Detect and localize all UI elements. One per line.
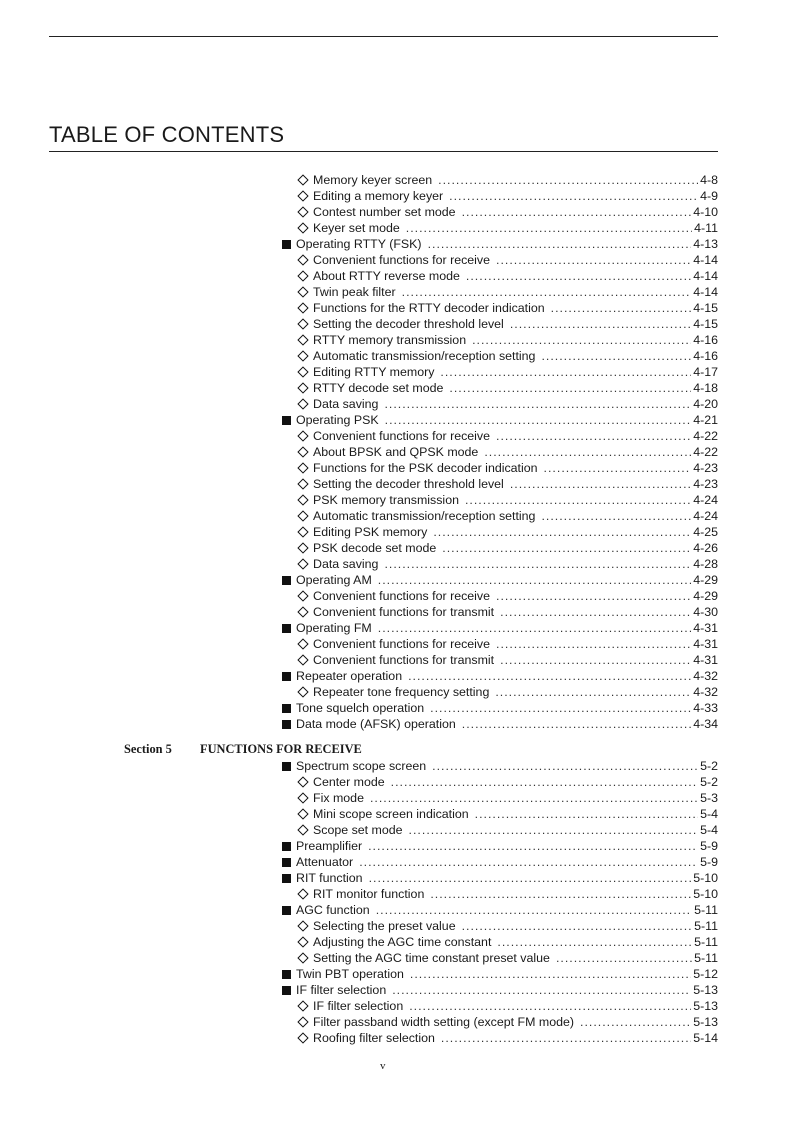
toc-entry[interactable] — [282, 188, 718, 204]
dot-leader — [378, 620, 691, 636]
diamond-bullet-icon — [297, 446, 308, 457]
toc-entry-label: Convenient functions for receive — [313, 253, 491, 267]
toc-entry-page: 4-13 — [693, 237, 718, 251]
dot-leader — [551, 300, 692, 316]
toc-entry-page: 4-29 — [693, 573, 718, 587]
toc-entry-page: 4-14 — [693, 253, 718, 267]
diamond-bullet-icon — [297, 526, 308, 537]
toc-entry[interactable] — [282, 332, 718, 348]
dot-leader — [466, 268, 691, 284]
toc-entry-label: Filter passband width setting (except FM mode) — [313, 1015, 575, 1029]
dot-leader — [496, 428, 691, 444]
toc-entry[interactable] — [282, 684, 718, 700]
toc-entry[interactable] — [282, 492, 718, 508]
toc-entry-label: Twin peak filter — [313, 285, 396, 299]
toc-entry[interactable] — [282, 934, 718, 950]
toc-entry-label: Automatic transmission/reception setting — [313, 509, 536, 523]
toc-entry-page: 4-25 — [693, 525, 718, 539]
toc-entry-page: 4-15 — [693, 317, 718, 331]
toc-entry-page: 4-14 — [693, 269, 718, 283]
toc-entry[interactable] — [282, 918, 718, 934]
toc-entry-label: Twin PBT operation — [296, 967, 404, 981]
diamond-bullet-icon — [297, 638, 308, 649]
diamond-bullet-icon — [297, 686, 308, 697]
toc-entry-label: PSK memory transmission — [313, 493, 459, 507]
toc-entry[interactable] — [282, 412, 718, 428]
dot-leader — [462, 716, 691, 732]
toc-entry[interactable] — [282, 364, 718, 380]
toc-list-section4 — [282, 172, 718, 732]
toc-entry[interactable] — [282, 998, 718, 1014]
dot-leader — [462, 918, 693, 934]
diamond-bullet-icon — [297, 792, 308, 803]
dot-leader — [541, 508, 691, 524]
dot-leader — [410, 966, 691, 982]
diamond-bullet-icon — [297, 206, 308, 217]
toc-entry[interactable] — [282, 636, 718, 652]
toc-entry-page: 5-13 — [693, 1015, 718, 1029]
dot-leader — [409, 998, 691, 1014]
dot-leader — [433, 524, 691, 540]
square-bullet-icon — [282, 970, 291, 979]
toc-entry[interactable] — [282, 838, 718, 854]
diamond-bullet-icon — [297, 936, 308, 947]
toc-entry-page: 4-16 — [693, 333, 718, 347]
toc-entry-page: 4-31 — [693, 621, 718, 635]
toc-entry[interactable] — [282, 758, 718, 774]
toc-entry[interactable] — [282, 556, 718, 572]
toc-entry-label: Setting the decoder threshold level — [313, 317, 504, 331]
dot-leader — [484, 444, 691, 460]
dot-leader — [392, 982, 691, 998]
toc-entry-page: 5-4 — [700, 823, 718, 837]
toc-entry[interactable] — [282, 476, 718, 492]
toc-entry-label: Editing a memory keyer — [313, 189, 444, 203]
toc-entry-label: Functions for the PSK decoder indication — [313, 461, 538, 475]
toc-entry-page: 4-32 — [693, 669, 718, 683]
diamond-bullet-icon — [297, 1000, 308, 1011]
diamond-bullet-icon — [297, 606, 308, 617]
dot-leader — [500, 604, 691, 620]
toc-entry[interactable] — [282, 252, 718, 268]
diamond-bullet-icon — [297, 888, 308, 899]
toc-entry[interactable] — [282, 236, 718, 252]
toc-entry-label: Mini scope screen indication — [313, 807, 469, 821]
toc-entry-page: 4-21 — [693, 413, 718, 427]
toc-entry-label: Setting the decoder threshold level — [313, 477, 504, 491]
toc-entry[interactable] — [282, 966, 718, 982]
dot-leader — [409, 822, 699, 838]
dot-leader — [541, 348, 691, 364]
dot-leader — [378, 572, 691, 588]
toc-entry[interactable] — [282, 268, 718, 284]
dot-leader — [449, 380, 691, 396]
toc-entry[interactable] — [282, 806, 718, 822]
dot-leader — [438, 172, 698, 188]
diamond-bullet-icon — [297, 776, 308, 787]
toc-entry-page: 4-9 — [700, 189, 718, 203]
toc-entry-page: 4-11 — [694, 221, 718, 235]
toc-entry-page: 4-34 — [693, 717, 718, 731]
toc-entry-label: Data mode (AFSK) operation — [296, 717, 456, 731]
dot-leader — [391, 774, 698, 790]
toc-entry-label: Convenient functions for transmit — [313, 653, 495, 667]
dot-leader — [440, 364, 691, 380]
toc-entry-page: 4-24 — [693, 509, 718, 523]
dot-leader — [496, 588, 691, 604]
toc-entry[interactable] — [282, 540, 718, 556]
toc-entry-label: Preamplifier — [296, 839, 363, 853]
toc-entry-page: 4-32 — [693, 685, 718, 699]
toc-entry[interactable] — [282, 716, 718, 732]
toc-entry-page: 4-20 — [693, 397, 718, 411]
toc-entry[interactable] — [282, 668, 718, 684]
toc-entry-label: RTTY memory transmission — [313, 333, 467, 347]
section-title: FUNCTIONS FOR RECEIVE — [200, 742, 362, 756]
toc-entry-label: Editing PSK memory — [313, 525, 428, 539]
dot-leader — [510, 316, 691, 332]
toc-entry-page: 4-31 — [693, 637, 718, 651]
toc-entry[interactable] — [282, 284, 718, 300]
toc-entry-label: Fix mode — [313, 791, 364, 805]
diamond-bullet-icon — [297, 334, 308, 345]
toc-entry[interactable] — [282, 822, 718, 838]
dot-leader — [370, 790, 698, 806]
diamond-bullet-icon — [297, 382, 308, 393]
toc-entry-label: Tone squelch operation — [296, 701, 425, 715]
toc-entry-page: 5-9 — [700, 839, 718, 853]
dot-leader — [462, 204, 692, 220]
toc-entry[interactable] — [282, 300, 718, 316]
dot-leader — [500, 652, 691, 668]
toc-entry-page: 4-16 — [693, 349, 718, 363]
toc-entry-label: RTTY decode set mode — [313, 381, 444, 395]
toc-entry-label: AGC function — [296, 903, 370, 917]
toc-entry-page: 4-15 — [693, 301, 718, 315]
dot-leader — [384, 556, 691, 572]
square-bullet-icon — [282, 842, 291, 851]
dot-leader — [580, 1014, 691, 1030]
toc-entry-label: Data saving — [313, 557, 379, 571]
diamond-bullet-icon — [297, 350, 308, 361]
toc-entry[interactable] — [282, 524, 718, 540]
diamond-bullet-icon — [297, 1016, 308, 1027]
dot-leader — [359, 854, 698, 870]
toc-entry-label: Editing RTTY memory — [313, 365, 435, 379]
toc-entry-label: Convenient functions for transmit — [313, 605, 495, 619]
dot-leader — [430, 700, 691, 716]
toc-entry-label: Keyer set mode — [313, 221, 400, 235]
toc-entry-label: Repeater operation — [296, 669, 403, 683]
toc-entry[interactable] — [282, 902, 718, 918]
square-bullet-icon — [282, 858, 291, 867]
dot-leader — [472, 332, 691, 348]
toc-entry[interactable] — [282, 1030, 718, 1046]
toc-entry-label: About RTTY reverse mode — [313, 269, 460, 283]
toc-entry-page: 5-2 — [700, 775, 718, 789]
toc-entry-page: 5-11 — [694, 919, 718, 933]
section-number: Section 5 — [124, 742, 172, 756]
toc-entry[interactable] — [282, 620, 718, 636]
diamond-bullet-icon — [297, 462, 308, 473]
title-underline — [49, 151, 718, 152]
toc-entry[interactable] — [282, 428, 718, 444]
toc-entry-label: Spectrum scope screen — [296, 759, 427, 773]
square-bullet-icon — [282, 672, 291, 681]
dot-leader — [496, 636, 691, 652]
toc-entry-label: Roofing filter selection — [313, 1031, 435, 1045]
dot-leader — [497, 934, 692, 950]
diamond-bullet-icon — [297, 558, 308, 569]
toc-entry[interactable] — [282, 508, 718, 524]
diamond-bullet-icon — [297, 430, 308, 441]
toc-entry-label: Convenient functions for receive — [313, 429, 491, 443]
toc-entry-label: Memory keyer screen — [313, 173, 433, 187]
dot-leader — [428, 236, 692, 252]
toc-entry-label: Convenient functions for receive — [313, 589, 491, 603]
toc-entry[interactable] — [282, 588, 718, 604]
toc-entry[interactable] — [282, 982, 718, 998]
toc-entry-label: Scope set mode — [313, 823, 403, 837]
toc-entry-label: Operating FM — [296, 621, 372, 635]
toc-entry-label: Data saving — [313, 397, 379, 411]
toc-entry-page: 4-18 — [693, 381, 718, 395]
diamond-bullet-icon — [297, 302, 308, 313]
diamond-bullet-icon — [297, 478, 308, 489]
page-number: v — [380, 1060, 386, 1072]
toc-entry-label: IF filter selection — [313, 999, 404, 1013]
toc-entry[interactable] — [282, 396, 718, 412]
dot-leader — [406, 220, 692, 236]
toc-entry-page: 5-11 — [694, 903, 718, 917]
diamond-bullet-icon — [297, 190, 308, 201]
toc-entry-page: 5-10 — [693, 871, 718, 885]
square-bullet-icon — [282, 906, 291, 915]
toc-entry[interactable] — [282, 204, 718, 220]
toc-entry-label: RIT monitor function — [313, 887, 425, 901]
toc-entry-page: 5-12 — [693, 967, 718, 981]
toc-entry-page: 5-11 — [694, 951, 718, 965]
diamond-bullet-icon — [297, 174, 308, 185]
diamond-bullet-icon — [297, 952, 308, 963]
toc-entry-page: 5-13 — [693, 999, 718, 1013]
toc-entry-label: Attenuator — [296, 855, 354, 869]
toc-entry[interactable] — [282, 854, 718, 870]
toc-entry-page: 4-10 — [693, 205, 718, 219]
toc-entry[interactable] — [282, 870, 718, 886]
toc-entry-label: Operating PSK — [296, 413, 379, 427]
dot-leader — [384, 396, 691, 412]
square-bullet-icon — [282, 416, 291, 425]
toc-entry[interactable] — [282, 348, 718, 364]
dot-leader — [432, 758, 698, 774]
toc-entry-label: Setting the AGC time constant preset value — [313, 951, 550, 965]
toc-entry-page: 4-24 — [693, 493, 718, 507]
toc-entry-label: RIT function — [296, 871, 363, 885]
toc-entry-label: About BPSK and QPSK mode — [313, 445, 479, 459]
dot-leader — [475, 806, 698, 822]
toc-entry[interactable] — [282, 774, 718, 790]
diamond-bullet-icon — [297, 270, 308, 281]
dot-leader — [385, 412, 692, 428]
toc-entry-page: 5-3 — [700, 791, 718, 805]
toc-entry-label: Operating RTTY (FSK) — [296, 237, 422, 251]
toc-entry-page: 4-23 — [693, 477, 718, 491]
toc-entry-page: 4-31 — [693, 653, 718, 667]
top-rule — [49, 36, 718, 37]
toc-entry-page: 5-13 — [693, 983, 718, 997]
diamond-bullet-icon — [297, 222, 308, 233]
square-bullet-icon — [282, 624, 291, 633]
page-title: TABLE OF CONTENTS — [49, 122, 285, 147]
dot-leader — [376, 902, 692, 918]
square-bullet-icon — [282, 986, 291, 995]
dot-leader — [544, 460, 692, 476]
toc-entry-page: 4-30 — [693, 605, 718, 619]
diamond-bullet-icon — [297, 654, 308, 665]
diamond-bullet-icon — [297, 1032, 308, 1043]
diamond-bullet-icon — [297, 920, 308, 931]
dot-leader — [369, 870, 692, 886]
toc-entry-page: 4-22 — [693, 445, 718, 459]
dot-leader — [442, 540, 691, 556]
diamond-bullet-icon — [297, 542, 308, 553]
dot-leader — [495, 684, 691, 700]
toc-entry-label: Convenient functions for receive — [313, 637, 491, 651]
toc-entry[interactable] — [282, 604, 718, 620]
toc-entry-label: Repeater tone frequency setting — [313, 685, 490, 699]
diamond-bullet-icon — [297, 590, 308, 601]
diamond-bullet-icon — [297, 254, 308, 265]
toc-entry-page: 5-4 — [700, 807, 718, 821]
toc-entry[interactable] — [282, 700, 718, 716]
toc-entry-page: 4-23 — [693, 461, 718, 475]
toc-entry-page: 5-2 — [700, 759, 718, 773]
square-bullet-icon — [282, 704, 291, 713]
toc-entry-page: 4-8 — [700, 173, 718, 187]
dot-leader — [556, 950, 692, 966]
diamond-bullet-icon — [297, 286, 308, 297]
diamond-bullet-icon — [297, 398, 308, 409]
dot-leader — [449, 188, 698, 204]
toc-list-section5 — [282, 758, 718, 1046]
square-bullet-icon — [282, 240, 291, 249]
diamond-bullet-icon — [297, 318, 308, 329]
toc-entry[interactable] — [282, 950, 718, 966]
toc-entry-page: 4-28 — [693, 557, 718, 571]
toc-entry-page: 5-11 — [694, 935, 718, 949]
dot-leader — [402, 284, 692, 300]
diamond-bullet-icon — [297, 366, 308, 377]
section-heading — [124, 742, 362, 757]
dot-leader — [496, 252, 691, 268]
dot-leader — [368, 838, 698, 854]
square-bullet-icon — [282, 576, 291, 585]
toc-entry-label: Automatic transmission/reception setting — [313, 349, 536, 363]
square-bullet-icon — [282, 874, 291, 883]
toc-entry-page: 4-33 — [693, 701, 718, 715]
toc-entry-label: Selecting the preset value — [313, 919, 456, 933]
toc-entry[interactable] — [282, 316, 718, 332]
toc-entry-label: Contest number set mode — [313, 205, 456, 219]
toc-entry[interactable] — [282, 572, 718, 588]
dot-leader — [465, 492, 691, 508]
square-bullet-icon — [282, 720, 291, 729]
toc-entry[interactable] — [282, 444, 718, 460]
toc-entry-label: Adjusting the AGC time constant — [313, 935, 492, 949]
diamond-bullet-icon — [297, 824, 308, 835]
toc-entry[interactable] — [282, 652, 718, 668]
toc-entry[interactable] — [282, 172, 718, 188]
toc-entry[interactable] — [282, 220, 718, 236]
toc-entry-page: 5-14 — [693, 1031, 718, 1045]
diamond-bullet-icon — [297, 494, 308, 505]
toc-entry-page: 4-29 — [693, 589, 718, 603]
toc-entry-page: 4-14 — [693, 285, 718, 299]
toc-entry[interactable] — [282, 790, 718, 806]
toc-entry[interactable] — [282, 460, 718, 476]
toc-entry-page: 4-17 — [693, 365, 718, 379]
diamond-bullet-icon — [297, 510, 308, 521]
toc-entry-label: Center mode — [313, 775, 385, 789]
diamond-bullet-icon — [297, 808, 308, 819]
dot-leader — [408, 668, 691, 684]
toc-entry-page: 5-9 — [700, 855, 718, 869]
toc-entry-label: Operating AM — [296, 573, 372, 587]
square-bullet-icon — [282, 762, 291, 771]
dot-leader — [510, 476, 691, 492]
toc-entry-label: IF filter selection — [296, 983, 387, 997]
toc-entry-page: 4-26 — [693, 541, 718, 555]
toc-entry-page: 5-10 — [693, 887, 718, 901]
dot-leader — [430, 886, 691, 902]
toc-entry-label: Functions for the RTTY decoder indication — [313, 301, 545, 315]
toc-entry[interactable] — [282, 886, 718, 902]
toc-entry-page: 4-22 — [693, 429, 718, 443]
toc-entry[interactable] — [282, 380, 718, 396]
toc-entry[interactable] — [282, 1014, 718, 1030]
toc-entry-label: PSK decode set mode — [313, 541, 437, 555]
dot-leader — [441, 1030, 691, 1046]
